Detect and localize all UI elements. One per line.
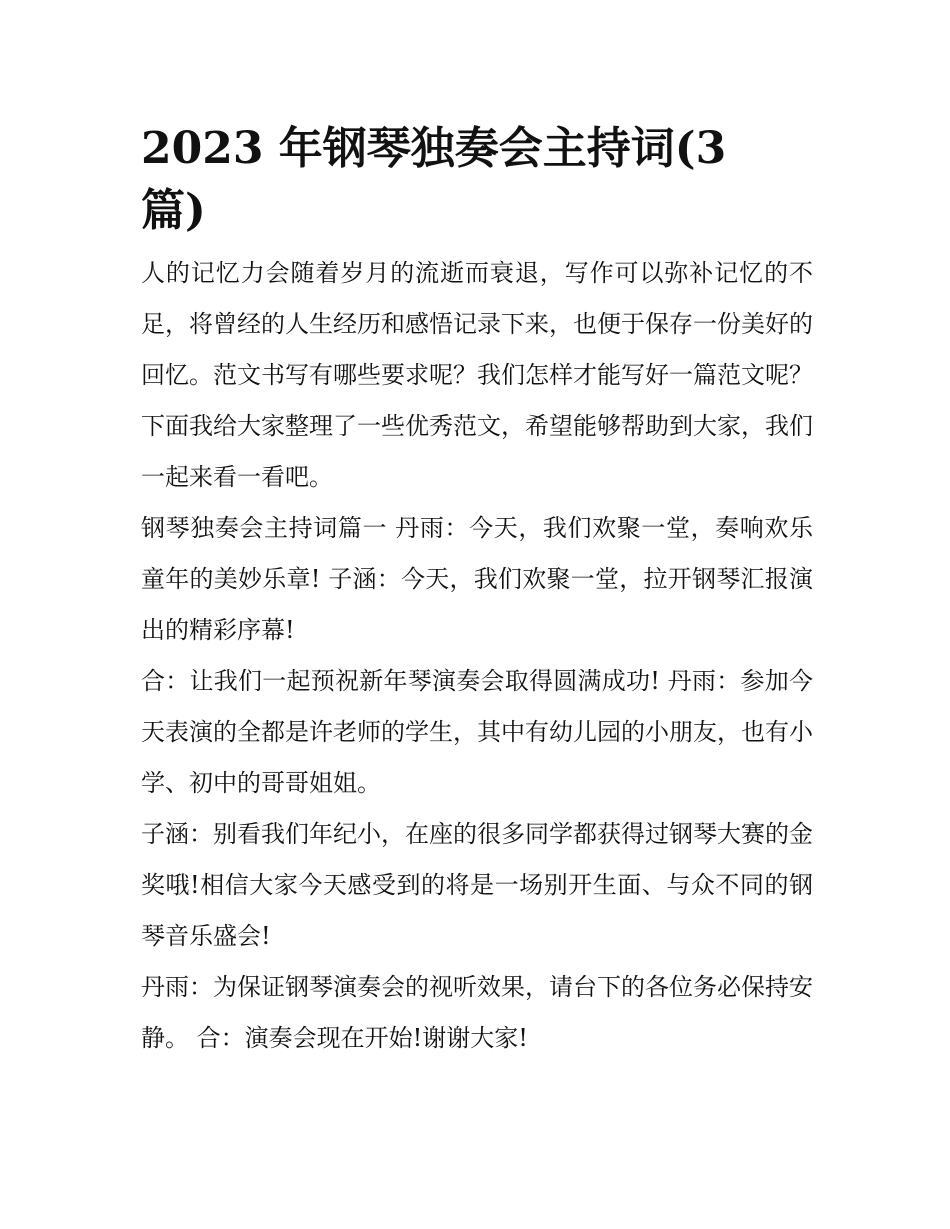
paragraph-closing: 丹雨：为保证钢琴演奏会的视听效果，请台下的各位务必保持安静。 合：演奏会现在开始!谢谢大家! [141, 973, 813, 1052]
paragraph-zihan: 子涵：别看我们年纪小，在座的很多同学都获得过钢琴大赛的金奖哦!相信大家今天感受到的将是一场别开生面、与众不同的钢琴音乐盛会! [141, 820, 813, 950]
document-body [141, 118, 813, 1064]
paragraph-opening: 钢琴独奏会主持词篇一 丹雨：今天，我们欢聚一堂，奏响欢乐童年的美妙乐章! 子涵：今天，我们欢聚一堂，拉开钢琴汇报演出的精彩序幕! [141, 514, 813, 644]
paragraph-intro: 人的记忆力会随着岁月的流逝而衰退，写作可以弥补记忆的不足，将曾经的人生经历和感悟记录下来，也便于保存一份美好的回忆。范文书写有哪些要求呢？我们怎样才能写好一篇范文呢？下面我给大家整理了一些优秀范文，希望能够帮助到大家，我们一起来看一看吧。 [141, 259, 813, 491]
document-title: 2023 年钢琴独奏会主持词(3 篇) [141, 123, 727, 236]
paragraph-together: 合：让我们一起预祝新年琴演奏会取得圆满成功! 丹雨：参加今天表演的全都是许老师的学生，其中有幼儿园的小朋友，也有小学、初中的哥哥姐姐。 [141, 667, 813, 797]
